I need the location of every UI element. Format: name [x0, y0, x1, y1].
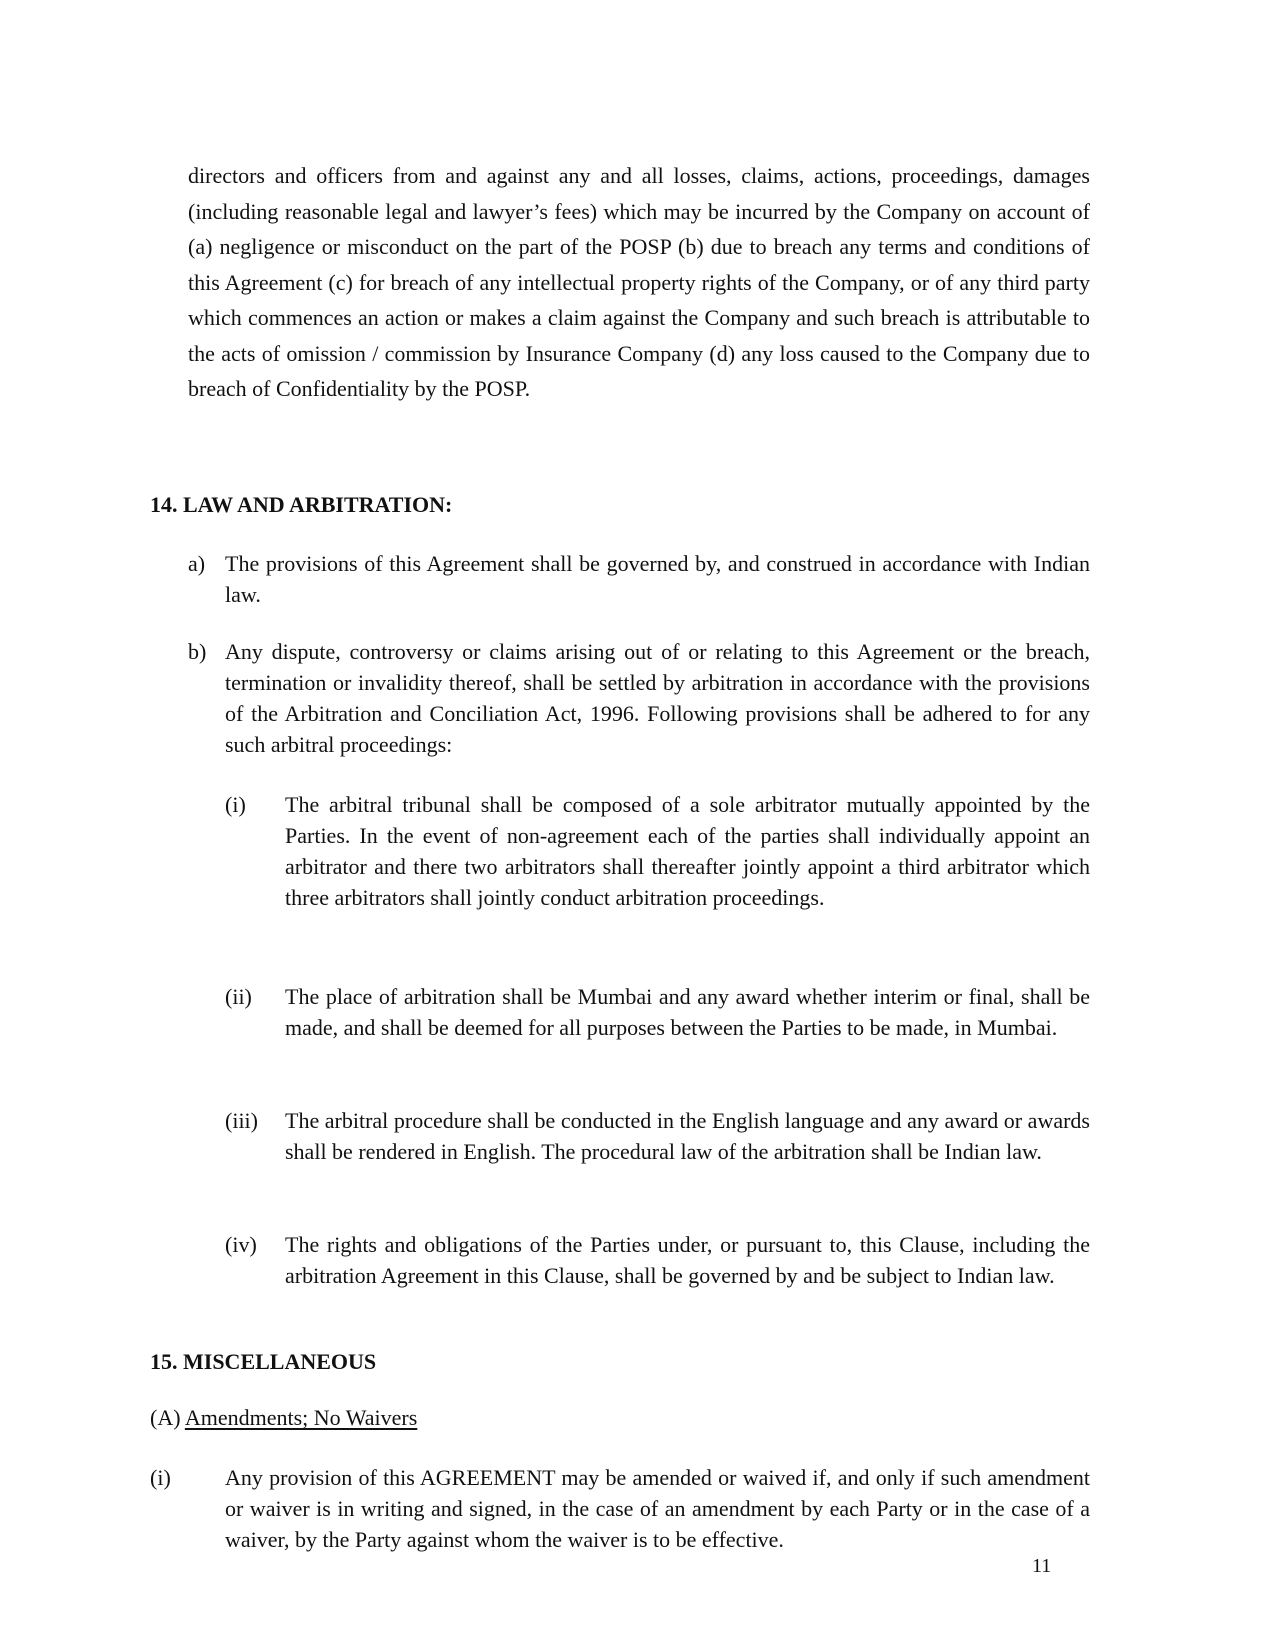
sub-item-iv-label: (iv) [225, 1232, 257, 1257]
section-14-heading: 14. LAW AND ARBITRATION: [150, 492, 453, 517]
sub-item-ii-text: The place of arbitration shall be Mumbai and any award whether interim or final, shall be made, and shall be deemed for all purposes between the Parties to be made, in Mumbai. [285, 984, 1090, 1040]
sub-item-i-label: (i) [225, 792, 246, 817]
section-14-item-b-text: Any dispute, controversy or claims arising out of or relating to this Agreement or the breach, termination or invalidity thereof, shall be settled by arbitration in accordance with the provisions of the Arbitration and Conciliation Act, 1996. Following provisions shall be adhered to for any such arbitral proceedings: [225, 639, 1090, 757]
misc-item-i-text: Any provision of this AGREEMENT may be amended or waived if, and only if such amendment or waiver is in writing and signed, in the case of an amendment by each Party or in the case of a waiver, by the Party against whom the waiver is to be effective. [225, 1465, 1090, 1552]
subsection-a-prefix: (A) [150, 1405, 181, 1430]
sub-item-iv-text: The rights and obligations of the Parties under, or pursuant to, this Clause, including the arbitration Agreement in this Clause, shall be governed by and be subject to Indian law. [285, 1232, 1090, 1288]
sub-item-iii-text: The arbitral procedure shall be conducted in the English language and any award or awards shall be rendered in English. The procedural law of the arbitration shall be Indian law. [285, 1108, 1090, 1164]
list-label: a) [188, 551, 206, 576]
sub-item-i-text: The arbitral tribunal shall be composed of a sole arbitrator mutually appointed by the Parties. In the event of non-agreement each of the parties shall individually appoint an arbitrator and there two arbitrators shall thereafter jointly appoint a third arbitrator which three arbitrators shall jointly conduct arbitration proceedings. [285, 792, 1090, 910]
misc-item-i-label: (i) [150, 1465, 171, 1490]
section-14-item-a-text: The provisions of this Agreement shall be governed by, and construed in accordance with Indian law. [225, 551, 1090, 607]
indemnity-paragraph: directors and officers from and against any and all losses, claims, actions, proceedings, damages (including reasonable legal and lawyer’s fees) which may be incurred by the Company on account of (a) negligence or misconduct on the part of the POSP (b) due to breach any terms and conditions of this Agreement (c) for breach of any intellectual property rights of the Company, or of any third party which commences an action or makes a claim against the Company and such breach is attributable to the acts of omission / commission by Insurance Company (d) any loss caused to the Company due to breach of Confidentiality by the POSP. [188, 163, 1090, 401]
section-15-heading: 15. MISCELLANEOUS [150, 1349, 377, 1374]
sub-item-ii-label: (ii) [225, 984, 252, 1009]
list-label: b) [188, 639, 207, 664]
subsection-a-title: Amendments; No Waivers [184, 1405, 418, 1430]
subsection-a-heading [150, 1405, 417, 1431]
page-number: 11 [1032, 1555, 1052, 1577]
sub-item-iii-label: (iii) [225, 1108, 258, 1133]
